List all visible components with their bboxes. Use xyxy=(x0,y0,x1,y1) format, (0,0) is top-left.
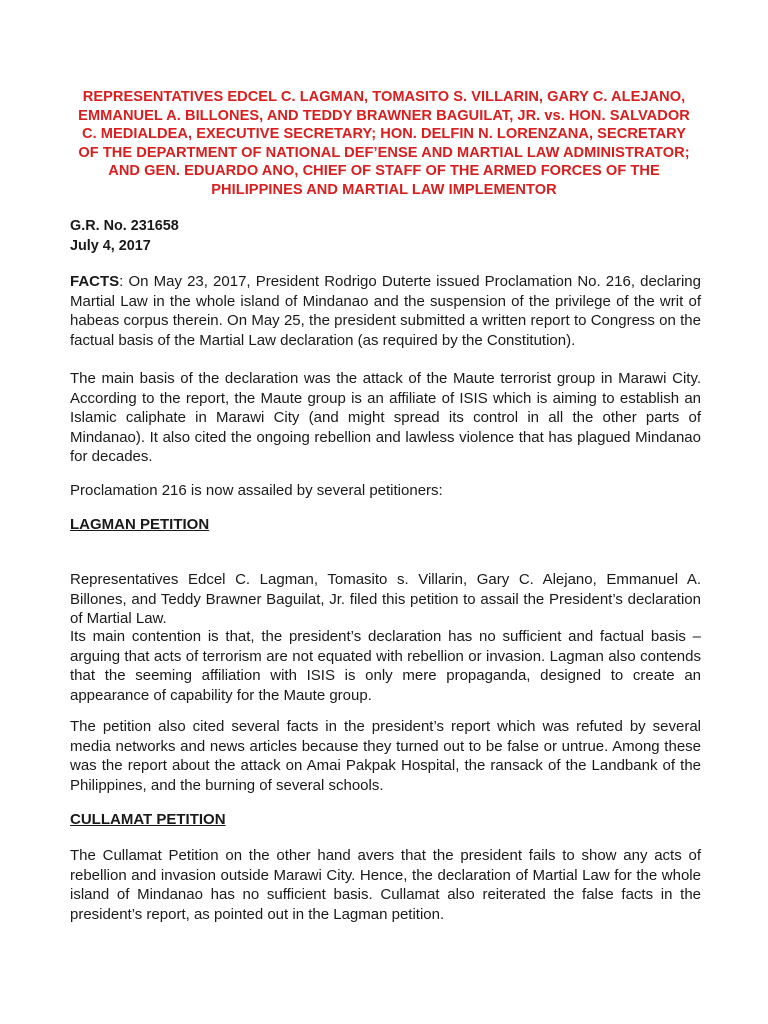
basis-paragraph: The main basis of the declaration was the attack of the Maute terrorist group in Marawi City. According to the report, the Maute group is an affiliate of ISIS which is aiming to establish an Islamic caliphate in Marawi City (and might spread its control in all the other parts of Mindanao). It also cited the ongoing rebellion and lawless violence that has plagued Mindanao for decades. xyxy=(70,370,701,466)
cullamat-paragraph-1: The Cullamat Petition on the other hand avers that the president fails to show any acts of rebellion and invasion outside Marawi City. Hence, the declaration of Martial Law for the whole island of Mindanao has no sufficient basis. Cullamat also reiterated the false facts in the president’s report, as pointed out in the Lagman petition. xyxy=(70,847,701,923)
lagman-petition-heading: LAGMAN PETITION xyxy=(70,516,210,533)
lagman-paragraph-3: The petition also cited several facts in the president’s report which was refuted by several media networks and news articles because they turned out to be false or untrue. Among these was the report about the attack on Amai Pakpak Hospital, the ransack of the Landbank of the Philippines, and the burning of several schools. xyxy=(70,718,701,794)
facts-paragraph xyxy=(70,272,701,350)
case-title: REPRESENTATIVES EDCEL C. LAGMAN, TOMASITO S. VILLARIN, GARY C. ALEJANO, EMMANUEL A. BILLONES, AND TEDDY BRAWNER BAGUILAT, JR. vs. HON. SALVADOR C. MEDIALDEA, EXECUTIVE SECRETARY; HON. DELFIN N. LORENZANA, SECRETARY OF THE DEPARTMENT OF NATIONAL DEF’ENSE AND MARTIAL LAW ADMINISTRATOR; AND GEN. EDUARDO ANO, CHIEF OF STAFF OF THE ARMED FORCES OF THE PHILIPPINES AND MARTIAL LAW IMPLEMENTOR xyxy=(78,89,690,198)
facts-text: : On May 23, 2017, President Rodrigo Duterte issued Proclamation No. 216, declaring Martial Law in the whole island of Mindanao and the suspension of the privilege of the writ of habeas corpus therein. On May 25, the president submitted a written report to Congress on the factual basis of the Martial Law declaration (as required by the Constitution). xyxy=(70,273,701,349)
cullamat-petition-heading: CULLAMAT PETITION xyxy=(70,811,226,828)
case-number: G.R. No. 231658 xyxy=(70,218,179,234)
facts-label: FACTS xyxy=(70,273,120,290)
case-meta xyxy=(70,217,179,256)
case-date: July 4, 2017 xyxy=(70,237,151,254)
lagman-paragraph-1: Representatives Edcel C. Lagman, Tomasito s. Villarin, Gary C. Alejano, Emmanuel A. Billones, and Teddy Brawner Baguilat, Jr. filed this petition to assail the President’s declaration of Martial Law. xyxy=(70,571,701,628)
lagman-paragraph-2: Its main contention is that, the president’s declaration has no sufficient and factual basis – arguing that acts of terrorism are not equated with rebellion or invasion. Lagman also contends that the seeming affiliation with ISIS is only mere propaganda, designed to create an appearance of capability for the Maute group. xyxy=(70,628,701,704)
assailed-paragraph: Proclamation 216 is now assailed by several petitioners: xyxy=(70,482,443,499)
